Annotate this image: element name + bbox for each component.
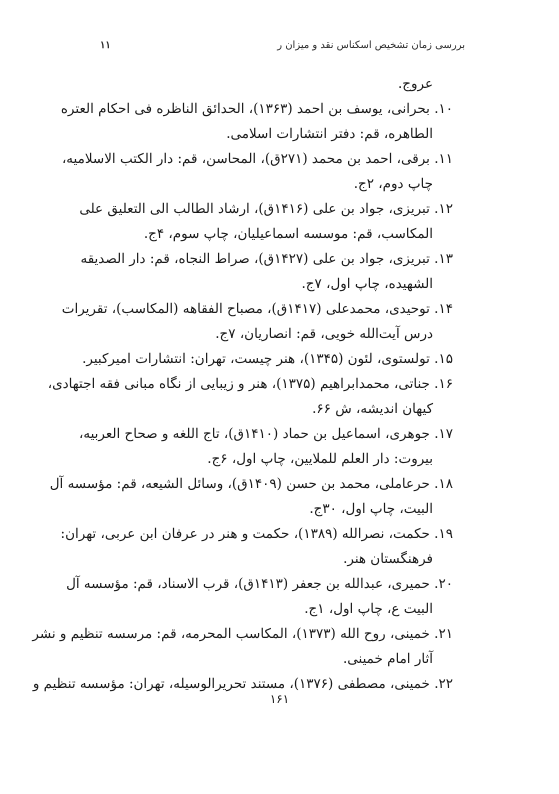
bibliography-entry-line: ۲۱. خمینی، روح الله (۱۳۷۳)، المکاسب المحرمه، قم: مرسسه تنظیم و نشر — [32, 626, 453, 642]
bibliography-continuation-line: البیت ع، چاپ اول، ۱ج. — [304, 601, 433, 617]
bibliography-continuation-line: درس آیت‌الله خویی، قم: انصاریان، ۷ج. — [215, 326, 433, 342]
bibliography-entry-line: ۱۳. تبریزی، جواد بن علی (۱۴۲۷ق)، صراط النجاه، قم: دار الصدیقه — [80, 251, 453, 267]
bibliography-continuation-line: فرهنگستان هنر. — [343, 551, 433, 567]
running-header — [100, 36, 465, 54]
bibliography-entry-line: ۱۲. تبریزی، جواد بن علی (۱۴۱۶ق)، ارشاد الطالب الی التعلیق علی — [79, 201, 453, 217]
bibliography-continuation-line: کیهان اندیشه، ش ۶۶. — [312, 401, 433, 417]
bibliography-entry-line: ۱۶. جناتی، محمدابراهیم (۱۳۷۵)، هنر و زیبایی از نگاه مبانی فقه اجتهادی، — [47, 376, 453, 392]
bibliography-continuation-line: الشهیده، چاپ اول، ۷ج. — [301, 276, 433, 292]
running-header-title: بررسی زمان تشخیص اسکناس نقد و میزان ر — [277, 39, 465, 51]
bibliography-entry-line: ۱۰. بحرانی، یوسف بن احمد (۱۳۶۳)، الحدائق الناظره فی احکام العتره — [60, 101, 453, 117]
bibliography-continuation-line: آثار امام خمینی. — [342, 651, 433, 667]
bibliography-continuation-line: الطاهره، قم: دفتر انتشارات اسلامی. — [226, 126, 433, 142]
running-header-mark: ۱۱ — [100, 39, 111, 51]
bibliography-entry-line: ۱۹. حکمت، نصرالله (۱۳۸۹)، حکمت و هنر در عرفان ابن عربی، تهران: — [60, 526, 453, 542]
bibliography-list — [32, 72, 453, 697]
bibliography-entry-line: ۱۷. جوهری، اسماعیل بن حماد (۱۴۱۰ق)، تاج اللغه و صحاح العربیه، — [79, 426, 453, 442]
bibliography-continuation-line: المکاسب، قم: موسسه اسماعیلیان، چاپ سوم، ۴ج. — [143, 226, 433, 242]
bibliography-entry-line: ۲۲. خمینی، مصطفی (۱۳۷۶)، مستند تحریرالوسیله، تهران: مؤسسه تنظیم و — [32, 676, 453, 692]
bibliography-entry-line: ۱۴. توحیدی، محمدعلی (۱۴۱۷ق)، مصباح الفقاهه (المکاسب)، تقریرات — [61, 301, 453, 317]
bibliography-continuation-line: البیت، چاپ اول، ۳۰ج. — [309, 501, 433, 517]
bibliography-continuation-line: چاپ دوم، ۲ج. — [353, 176, 433, 192]
bibliography-continuation-line: بیروت: دار العلم للملایین، چاپ اول، ۶ج. — [207, 451, 433, 467]
bibliography-entry-line: ۲۰. حمیری، عبدالله بن جعفر (۱۴۱۳ق)، قرب الاسناد، قم: مؤسسه آل — [66, 576, 453, 592]
bibliography-entry-line: ۱۵. تولستوی، لئون (۱۳۴۵)، هنر چیست، تهران: انتشارات امیرکبیر. — [82, 351, 453, 367]
bibliography-entry-line: ۱۱. برقی، احمد بن محمد (۲۷۱ق)، المحاسن، قم: دار الکتب الاسلامیه، — [61, 151, 453, 167]
page-number: ۱۶۱ — [269, 692, 290, 706]
bibliography-entry-line: ۱۸. حرعاملی، محمد بن حسن (۱۴۰۹ق)، وسائل الشیعه، قم: مؤسسه آل — [49, 476, 453, 492]
bibliography-continuation-line: عروج. — [397, 76, 433, 92]
